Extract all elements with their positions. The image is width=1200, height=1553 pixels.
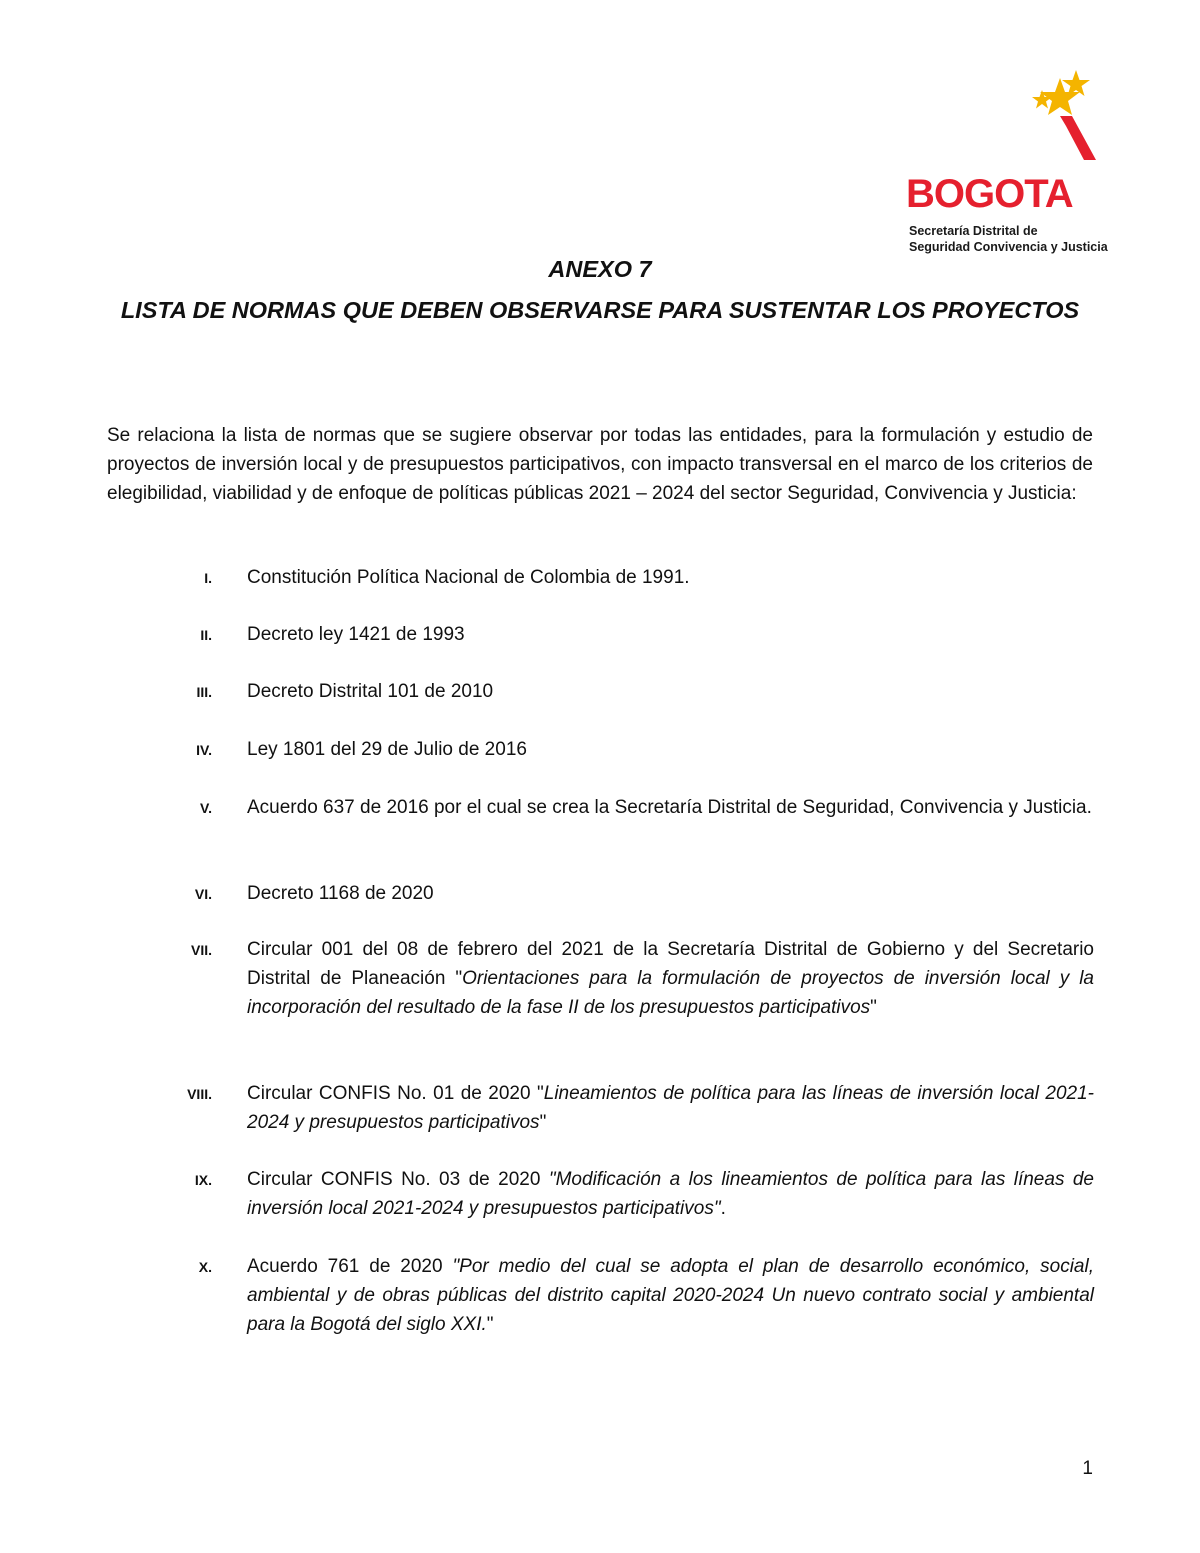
logo-subline-2: Seguridad Convivencia y Justicia xyxy=(909,240,1108,254)
item-number: X. xyxy=(198,1259,212,1275)
item-number: I. xyxy=(204,570,212,586)
item-text: Decreto 1168 de 2020 xyxy=(247,883,434,904)
item-number: III. xyxy=(196,684,212,700)
intro-paragraph: Se relaciona la lista de normas que se sugiere observar por todas las entidades, para la formulación y estudio de proyectos de inversión local y de presupuestos participativos, con impacto transversal en el marco de los criterios de elegibilidad, viabilidad y de enfoque de políticas públicas 2021 – 2024 del sector Seguridad, Convivencia y Justicia: xyxy=(107,425,1093,504)
item-text: Circular 001 del 08 de febrero del 2021 de la Secretaría Distrital de Gobierno y del Secretario Distrital de Planeación "Orientaciones para la formulación de proyectos de inversión local y la incorporación del resultado de la fase II de los presupuestos participativos" xyxy=(247,939,1094,1018)
stars-icon xyxy=(900,64,1100,174)
item-text: Acuerdo 637 de 2016 por el cual se crea la Secretaría Distrital de Seguridad, Convivencia y Justicia. xyxy=(247,797,1092,818)
page-number: 1 xyxy=(1082,1458,1093,1479)
item-text: Circular CONFIS No. 03 de 2020 "Modificación a los lineamientos de política para las líneas de inversión local 2021-2024 y presupuestos participativos". xyxy=(247,1169,1094,1219)
item-number: IX. xyxy=(194,1172,212,1188)
item-text: Circular CONFIS No. 01 de 2020 "Lineamientos de política para las líneas de inversión local 2021-2024 y presupuestos participativos" xyxy=(247,1083,1095,1133)
item-text: Acuerdo 761 de 2020 "Por medio del cual se adopta el plan de desarrollo económico, social, ambiental y de obras públicas del distrito capital 2020-2024 Un nuevo contrato social y ambiental para la Bogotá del siglo XXI." xyxy=(247,1256,1094,1335)
annex-title: ANEXO 7 xyxy=(548,256,652,282)
item-text: Constitución Política Nacional de Colombia de 1991. xyxy=(247,567,690,588)
item-number: VI. xyxy=(194,886,212,902)
item-number: II. xyxy=(200,627,212,643)
logo-wordmark: BOGOTA xyxy=(906,172,1073,216)
item-text: Decreto ley 1421 de 1993 xyxy=(247,624,465,645)
item-text: Ley 1801 del 29 de Julio de 2016 xyxy=(247,739,527,760)
item-text: Decreto Distrital 101 de 2010 xyxy=(247,681,494,702)
item-number: V. xyxy=(200,800,212,816)
logo-subline-1: Secretaría Distrital de xyxy=(909,224,1038,238)
item-number: IV. xyxy=(196,742,212,758)
document-title: LISTA DE NORMAS QUE DEBEN OBSERVARSE PARA SUSTENTAR LOS PROYECTOS xyxy=(120,297,1080,323)
item-number: VII. xyxy=(190,942,212,958)
item-number: VIII. xyxy=(187,1086,212,1102)
bogota-logo xyxy=(900,64,1108,254)
